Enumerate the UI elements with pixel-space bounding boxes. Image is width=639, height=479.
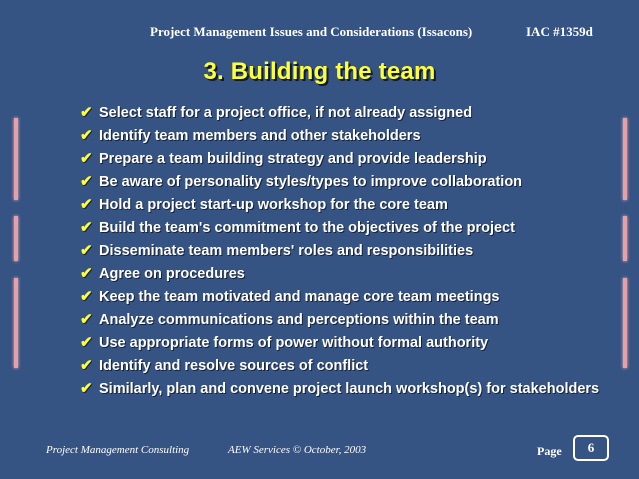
bullet-item xyxy=(80,196,600,214)
left-side-decoration xyxy=(14,118,18,368)
bullet-item xyxy=(80,150,600,168)
bullet-text: Hold a project start-up workshop for the core team xyxy=(99,197,448,213)
check-mark-icon: ✔ xyxy=(80,242,93,259)
bullet-text: Build the team's commitment to the objectives of the project xyxy=(99,220,515,236)
bullet-item xyxy=(80,357,600,375)
check-mark-icon: ✔ xyxy=(80,196,93,213)
footer-company: Project Management Consulting xyxy=(46,444,190,456)
bullet-item xyxy=(80,380,600,398)
bullet-text: Be aware of personality styles/types to improve collaboration xyxy=(99,174,523,190)
check-mark-icon: ✔ xyxy=(80,150,93,167)
bullet-item xyxy=(80,219,600,237)
bullet-item xyxy=(80,334,600,352)
slide-title: 3. Building the team xyxy=(203,58,436,85)
header-title: Project Management Issues and Considerations (Issacons) xyxy=(150,24,473,39)
bullet-item xyxy=(80,173,600,191)
check-mark-icon: ✔ xyxy=(80,357,93,374)
right-side-decoration xyxy=(623,118,627,368)
page-label: Page xyxy=(537,444,562,458)
bullet-text: Agree on procedures xyxy=(99,266,245,282)
page-number: 6 xyxy=(573,435,609,461)
bullet-text: Disseminate team members' roles and responsibilities xyxy=(99,243,474,259)
check-mark-icon: ✔ xyxy=(80,380,93,397)
bullet-text: Keep the team motivated and manage core team meetings xyxy=(99,289,500,305)
check-mark-icon: ✔ xyxy=(80,334,93,351)
bullet-text: Use appropriate forms of power without formal authority xyxy=(99,335,489,351)
bullet-item xyxy=(80,242,600,260)
check-mark-icon: ✔ xyxy=(80,104,93,121)
bullet-item xyxy=(80,265,600,283)
check-mark-icon: ✔ xyxy=(80,288,93,305)
bullet-text: Identify team members and other stakeholders xyxy=(99,128,421,144)
bullet-item xyxy=(80,311,600,329)
slide-header xyxy=(0,24,639,42)
bullet-list xyxy=(80,104,600,403)
check-mark-icon: ✔ xyxy=(80,127,93,144)
bullet-item xyxy=(80,104,600,122)
bullet-item xyxy=(80,127,600,145)
bullet-text: Identify and resolve sources of conflict xyxy=(99,358,369,374)
bullet-item xyxy=(80,288,600,306)
check-mark-icon: ✔ xyxy=(80,219,93,236)
bullet-text: Analyze communications and perceptions within the team xyxy=(99,312,499,328)
bullet-text: Similarly, plan and convene project launch workshop(s) for stakeholders xyxy=(99,381,600,397)
footer-copyright: AEW Services © October, 2003 xyxy=(228,444,367,456)
header-code: IAC #1359d xyxy=(526,24,593,39)
bullet-text: Prepare a team building strategy and provide leadership xyxy=(99,151,487,167)
check-mark-icon: ✔ xyxy=(80,265,93,282)
bullet-text: Select staff for a project office, if not already assigned xyxy=(99,105,473,121)
check-mark-icon: ✔ xyxy=(80,173,93,190)
check-mark-icon: ✔ xyxy=(80,311,93,328)
slide-footer xyxy=(0,442,639,462)
